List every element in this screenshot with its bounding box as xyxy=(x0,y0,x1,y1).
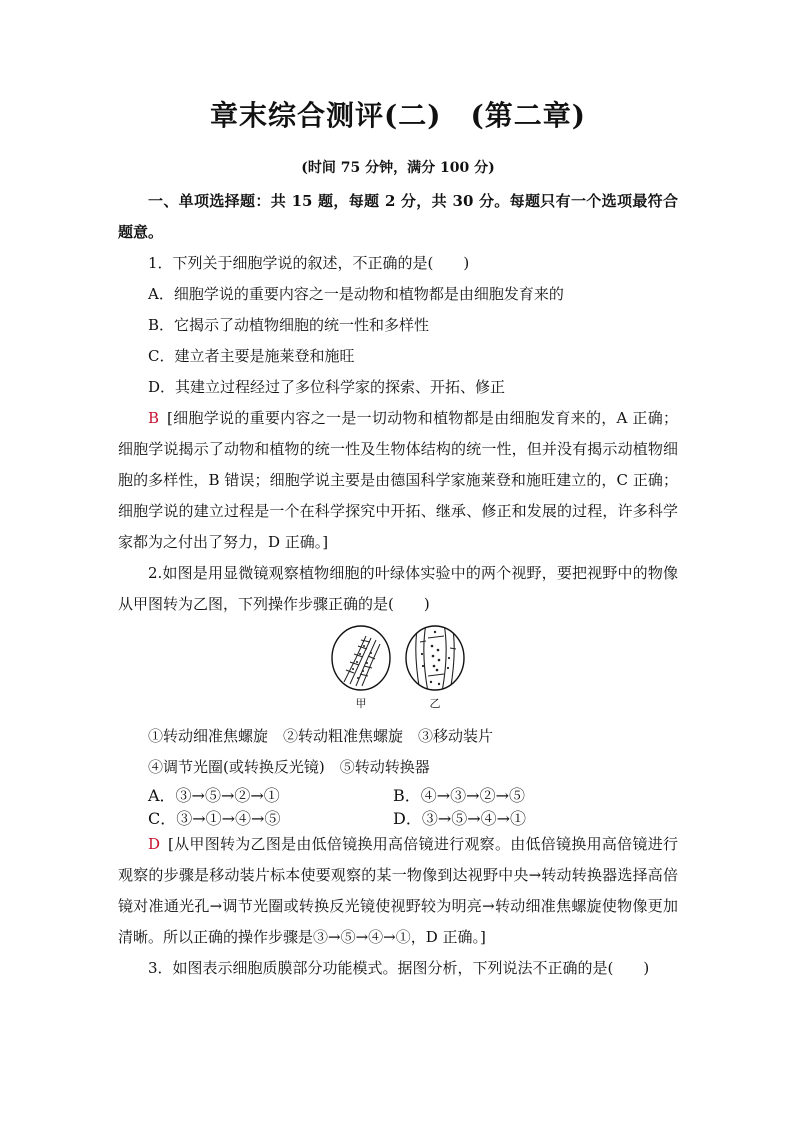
question-1-answer-letter: B xyxy=(148,409,160,427)
question-2-options-row-2 xyxy=(118,806,678,829)
question-2-explanation: [从甲图转为乙图是由低倍镜换用高倍镜进行观察。由低倍镜换用高倍镜进行观察的步骤是移动装片标本使要观察的某一物像到达视野中央→转动转换器选择高倍镜对准通光孔→调节光圈或转换反光镜使视野较为明亮→转动细准焦螺旋使物像更加清晰。所以正确的操作步骤是③→⑤→④→①，D 正确。] xyxy=(118,835,678,946)
microscope-figure xyxy=(118,624,678,719)
document-page xyxy=(118,96,678,984)
question-3-stem: 3．如图表示细胞质膜部分功能模式。据图分析，下列说法不正确的是( ) xyxy=(148,959,650,977)
question-1-option-c: C．建立者主要是施莱登和施旺 xyxy=(148,347,355,365)
question-2-options-row-1 xyxy=(118,783,678,806)
question-1-answer xyxy=(118,403,678,558)
question-2-option-d: D．③→⑤→④→① xyxy=(393,809,527,828)
page-subtitle: (时间 75 分钟，满分 100 分) xyxy=(301,160,495,176)
figure-yi xyxy=(404,624,466,719)
figure-jia xyxy=(330,624,392,719)
question-2-steps-line-2: ④调节光圈(或转换反光镜) ⑤转动转换器 xyxy=(148,758,430,776)
figure-label-jia: 甲 xyxy=(355,697,367,710)
question-2-steps-line-1: ①转动细准焦螺旋 ②转动粗准焦螺旋 ③移动装片 xyxy=(148,727,494,745)
question-2-option-a: A．③→⑤→②→① xyxy=(148,786,280,805)
question-1-option-b: B．它揭示了动植物细胞的统一性和多样性 xyxy=(148,316,430,334)
figure-label-yi: 乙 xyxy=(429,697,441,710)
question-1-option-a: A．细胞学说的重要内容之一是动物和植物都是由细胞发育来的 xyxy=(148,285,564,303)
section-heading: 一、单项选择题：共 15 题，每题 2 分，共 30 分。每题只有一个选项最符合题意。 xyxy=(118,192,678,241)
question-2-answer xyxy=(118,829,678,953)
question-2-option-b: B．④→③→②→⑤ xyxy=(393,786,525,805)
question-1-option-d: D．其建立过程经过了多位科学家的探索、开拓、修正 xyxy=(148,378,506,396)
question-1-explanation: [细胞学说的重要内容之一是一切动物和植物都是由细胞发育来的，A 正确；细胞学说揭示了动物和植物的统一性及生物体结构的统一性，但并没有揭示动植物细胞的多样性，B 错误；细胞学说主要是由德国科学家施莱登和施旺建立的，C 正确；细胞学说的建立过程是一个在科学探究中开拓、继承、修正和发展的过程，许多科学家都为之付出了努力，D 正确。] xyxy=(118,409,678,551)
low-magnification-view-image xyxy=(330,624,392,692)
question-1-stem: 1．下列关于细胞学说的叙述，不正确的是( ) xyxy=(148,254,470,272)
question-2-option-c: C．③→①→④→⑤ xyxy=(148,809,281,828)
high-magnification-view-image xyxy=(404,624,466,692)
question-2-answer-letter: D xyxy=(148,835,161,853)
page-title: 章末综合测评(二) (第二章) xyxy=(210,99,586,132)
question-2-stem: 2.如图是用显微镜观察植物细胞的叶绿体实验中的两个视野，要把视野中的物像从甲图转为乙图，下列操作步骤正确的是( ) xyxy=(118,564,678,613)
